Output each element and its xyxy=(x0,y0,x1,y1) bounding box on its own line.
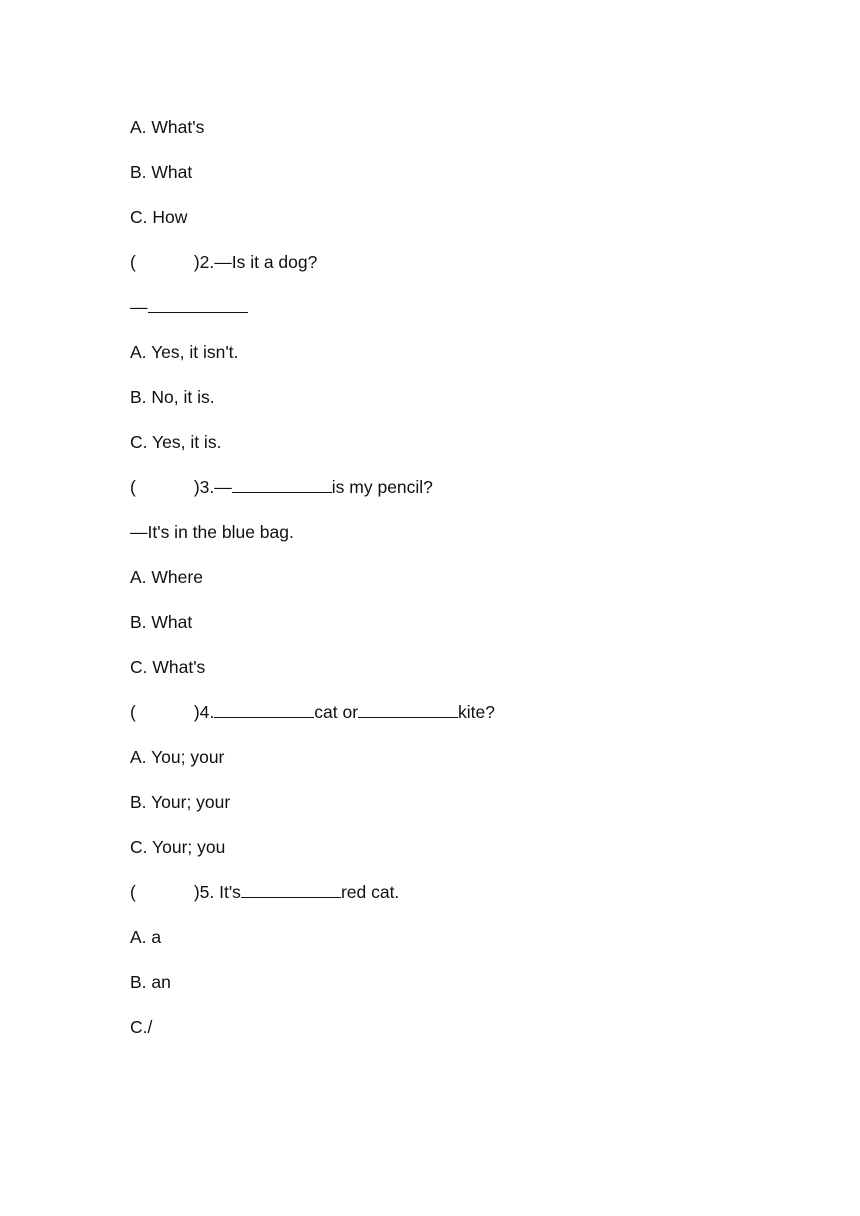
q2-open-paren: ( xyxy=(130,252,136,272)
q3-stem-before: )3.— xyxy=(193,477,232,497)
q3-answer: —It's in the blue bag. xyxy=(130,522,294,542)
q4-option-b: B. Your; your xyxy=(130,792,231,812)
q4-stem-after: kite? xyxy=(458,702,496,722)
q1-option-b: B. What xyxy=(130,162,193,182)
q4-blank-2 xyxy=(358,700,458,718)
q2-answer-blank xyxy=(148,295,248,313)
q4-option-a: A. You; your xyxy=(130,747,225,767)
q4-open-paren: ( xyxy=(130,702,136,722)
q2-answer-line xyxy=(130,293,750,338)
q2-option-a: A. Yes, it isn't. xyxy=(130,342,239,362)
q5-blank xyxy=(241,880,341,898)
q2-answer-dash: — xyxy=(130,297,148,317)
q3-stem-after: is my pencil? xyxy=(331,477,433,497)
q5-option-c: C./ xyxy=(130,1017,153,1037)
q4-stem-before: )4. xyxy=(193,702,215,722)
q3-open-paren: ( xyxy=(130,477,136,497)
q4-stem-middle: cat or xyxy=(314,702,359,722)
q1-option-c: C. How xyxy=(130,207,188,227)
q3-option-b: B. What xyxy=(130,612,193,632)
question-list xyxy=(130,113,750,1058)
q2-option-c: C. Yes, it is. xyxy=(130,432,222,452)
q4-blank-1 xyxy=(214,700,314,718)
q5-open-paren: ( xyxy=(130,882,136,902)
q5-stem-after: red cat. xyxy=(340,882,400,902)
q5-option-a: A. a xyxy=(130,927,162,947)
q2-option-b: B. No, it is. xyxy=(130,387,215,407)
q1-option-a: A. What's xyxy=(130,117,205,137)
q5-stem-before: )5. It's xyxy=(193,882,241,902)
q4-stem xyxy=(130,698,750,743)
q2-stem xyxy=(130,248,750,293)
q3-blank xyxy=(232,475,332,493)
q3-option-c: C. What's xyxy=(130,657,206,677)
q5-stem xyxy=(130,878,750,923)
q5-option-b: B. an xyxy=(130,972,171,992)
q3-option-a: A. Where xyxy=(130,567,203,587)
q3-stem xyxy=(130,473,750,518)
q4-option-c: C. Your; you xyxy=(130,837,226,857)
q2-question: )2.—Is it a dog? xyxy=(193,252,318,272)
